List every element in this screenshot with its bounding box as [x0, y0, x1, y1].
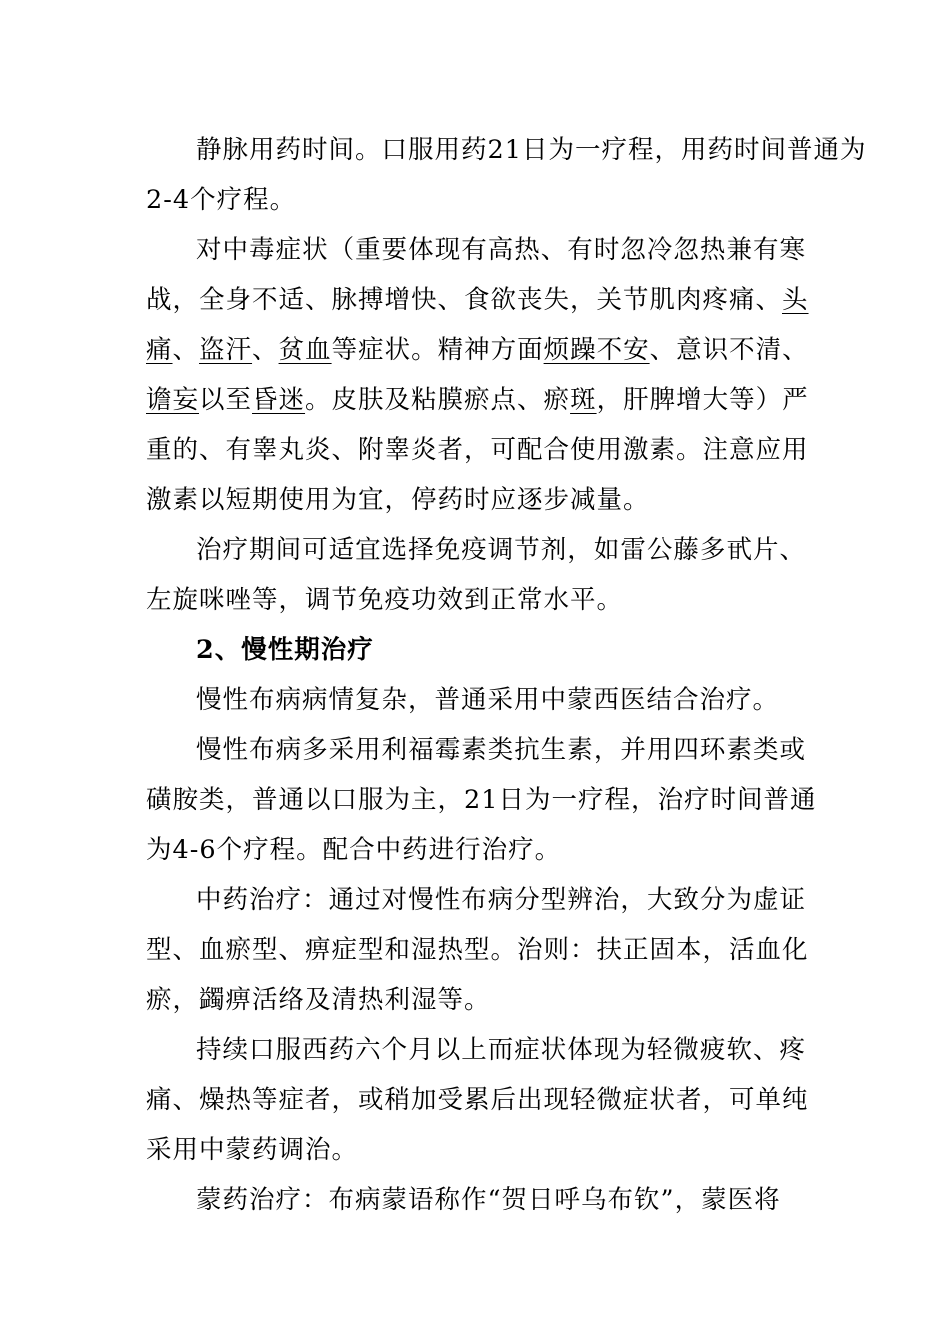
- text-run: 2-4个疗程。: [146, 185, 297, 215]
- text-line: [146, 330, 809, 370]
- text-line: [196, 880, 806, 920]
- text-line: [146, 380, 809, 420]
- text-run: 蒙药治疗：布病蒙语称作“贺日呼乌布钦”，蒙医将: [196, 1185, 781, 1215]
- text-run: 左旋咪唑等，调节免疫功效到正常水平。: [146, 585, 624, 615]
- underlined-term: 盗汗: [199, 335, 253, 365]
- text-line: [146, 1080, 809, 1120]
- text-run: 以至: [199, 385, 253, 415]
- text-line: [146, 480, 806, 520]
- text-run: 、: [172, 335, 200, 365]
- text-run: 磺胺类，普通以口服为主，21日为一疗程，治疗时间普通: [146, 785, 817, 815]
- text-line: [196, 1180, 806, 1220]
- text-line: [196, 630, 806, 670]
- underlined-term: 头: [782, 285, 809, 315]
- text-run: 等症状。精神方面: [331, 335, 544, 365]
- text-line: [196, 530, 806, 570]
- underlined-term: 昏迷: [252, 385, 306, 415]
- text-run: 治疗期间可适宜选择免疫调节剂，如雷公藤多甙片、: [196, 535, 806, 565]
- text-line: [146, 580, 806, 620]
- text-run: ，肝脾增大等）严: [596, 385, 809, 415]
- underlined-term: 痛: [146, 335, 173, 365]
- text-line: [146, 780, 817, 820]
- text-line: [196, 680, 806, 720]
- text-run: 型、血瘀型、痹症型和湿热型。治则：扶正固本，活血化: [146, 935, 809, 965]
- text-run: 。皮肤及粘膜瘀点、瘀: [305, 385, 571, 415]
- text-run: 激素以短期使用为宜，停药时应逐步减量。: [146, 485, 650, 515]
- underlined-term: 谵妄: [146, 385, 200, 415]
- text-line: [146, 280, 809, 320]
- text-line: [196, 130, 867, 170]
- text-run: 重的、有睾丸炎、附睾炎者，可配合使用激素。注意应用: [146, 435, 809, 465]
- text-line: [146, 980, 806, 1020]
- text-run: 慢性布病多采用利福霉素类抗生素，并用四环素类或: [196, 735, 806, 765]
- text-line: [146, 180, 806, 220]
- text-run: 痛、燥热等症者，或稍加受累后出现轻微症状者，可单纯: [146, 1085, 809, 1115]
- text-run: 慢性布病病情复杂，普通采用中蒙西医结合治疗。: [196, 685, 780, 715]
- text-line: [146, 1130, 806, 1170]
- text-line: [146, 830, 806, 870]
- text-run: 对中毒症状（重要体现有高热、有时忽冷忽热兼有寒: [196, 235, 806, 265]
- underlined-term: 贫血: [278, 335, 332, 365]
- text-run: 2、慢性期治疗: [196, 635, 374, 665]
- text-line: [196, 1030, 806, 1070]
- text-line: [196, 230, 806, 270]
- text-run: 静脉用药时间。口服用药21日为一疗程，用药时间普通为: [196, 135, 867, 165]
- text-run: 战，全身不适、脉搏增快、食欲丧失，关节肌肉疼痛、: [146, 285, 783, 315]
- text-run: 、: [252, 335, 279, 365]
- underlined-term: 斑: [570, 385, 597, 415]
- text-run: 中药治疗：通过对慢性布病分型辨治，大致分为虚证: [196, 885, 806, 915]
- text-line: [146, 930, 809, 970]
- text-run: 采用中蒙药调治。: [146, 1135, 359, 1165]
- text-run: 、意识不清、: [649, 335, 809, 365]
- underlined-term: 烦躁不安: [543, 335, 650, 365]
- text-run: 瘀，蠲痹活络及清热利湿等。: [146, 985, 491, 1015]
- text-run: 为4-6个疗程。配合中药进行治疗。: [146, 835, 562, 865]
- text-line: [196, 730, 806, 770]
- text-run: 持续口服西药六个月以上而症状体现为轻微疲软、疼: [196, 1035, 806, 1065]
- text-line: [146, 430, 809, 470]
